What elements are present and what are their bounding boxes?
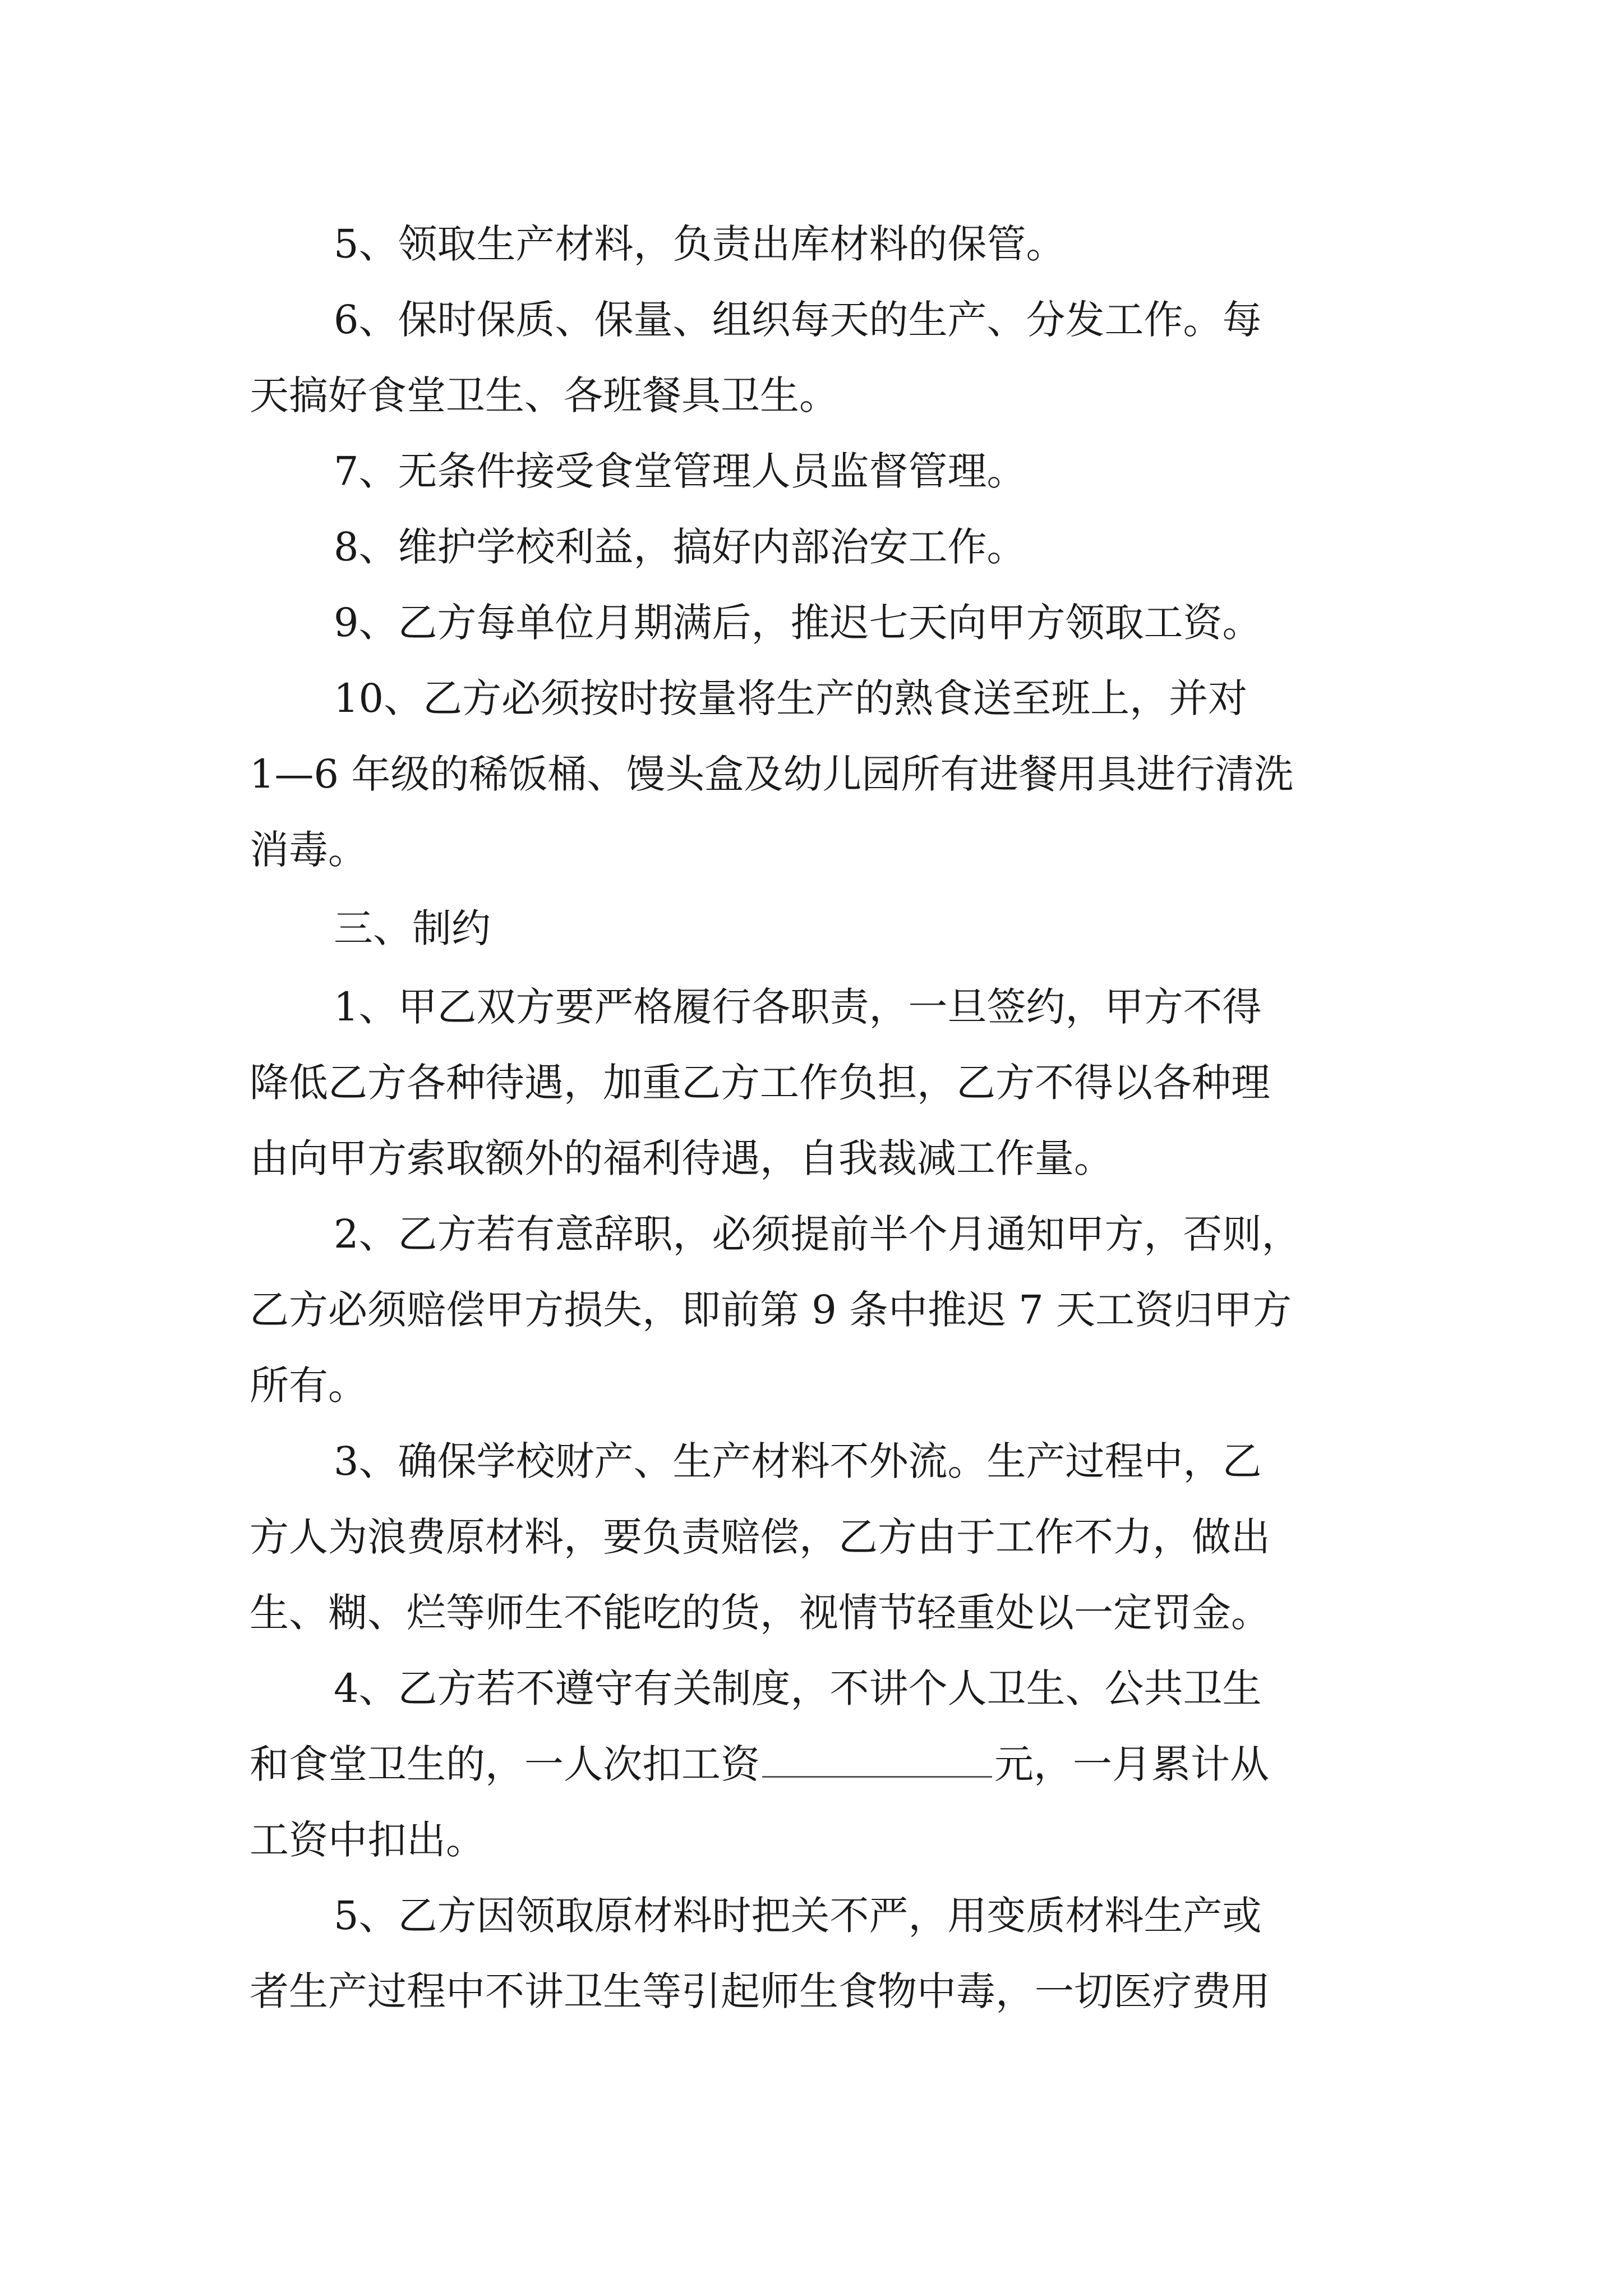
section-heading: 三、制约 — [334, 905, 491, 951]
fill-in-blank — [762, 1740, 992, 1778]
text-line: 8、维护学校利益，搞好内部治安工作。 — [334, 524, 1026, 570]
text-line: 4、乙方若不遵守有关制度，不讲个人卫生、公共卫生 — [334, 1665, 1262, 1711]
text-line: 降低乙方各种待遇，加重乙方工作负担，乙方不得以各种理 — [250, 1060, 1270, 1106]
text-line: 者生产过程中不讲卫生等引起师生食物中毒，一切医疗费用 — [250, 1968, 1270, 2014]
text-line: 由向甲方索取额外的福利待遇，自我裁减工作量。 — [250, 1135, 1113, 1181]
text-line: 生、糊、烂等师生不能吃的货，视情节轻重处以一定罚金。 — [250, 1590, 1270, 1636]
text-line: 乙方必须赔偿甲方损失，即前第 9 条中推迟 7 天工资归甲方 — [250, 1287, 1292, 1333]
text-line: 9、乙方每单位月期满后，推迟七天向甲方领取工资。 — [334, 600, 1262, 646]
text-line: 1、甲乙双方要严格履行各职责，一旦签约，甲方不得 — [334, 984, 1262, 1030]
text-line: 方人为浪费原材料，要负责赔偿，乙方由于工作不力，做出 — [250, 1514, 1270, 1560]
text-line: 5、领取生产材料，负责出库材料的保管。 — [334, 221, 1066, 267]
text-line: 10、乙方必须按时按量将生产的熟食送至班上，并对 — [334, 675, 1248, 721]
text-line: 3、确保学校财产、生产材料不外流。生产过程中，乙 — [334, 1438, 1262, 1484]
text-segment: 和食堂卫生的，一人次扣工资 — [250, 1741, 760, 1787]
text-line: 6、保时保质、保量、组织每天的生产、分发工作。每 — [334, 297, 1262, 343]
text-line — [250, 1736, 1269, 1792]
text-line: 天搞好食堂卫生、各班餐具卫生。 — [250, 372, 838, 418]
text-line: 消毒。 — [250, 827, 367, 873]
text-line: 1—6 年级的稀饭桶、馒头盒及幼儿园所有进餐用具进行清洗 — [250, 751, 1294, 797]
text-line: 5、乙方因领取原材料时把关不严，用变质材料生产或 — [334, 1893, 1262, 1939]
text-line: 所有。 — [250, 1363, 367, 1409]
text-line: 2、乙方若有意辞职，必须提前半个月通知甲方，否则， — [334, 1211, 1301, 1257]
text-segment: 元，一月累计从 — [994, 1741, 1269, 1787]
text-line: 7、无条件接受食堂管理人员监督管理。 — [334, 448, 1026, 494]
text-line: 工资中扣出。 — [250, 1817, 485, 1863]
